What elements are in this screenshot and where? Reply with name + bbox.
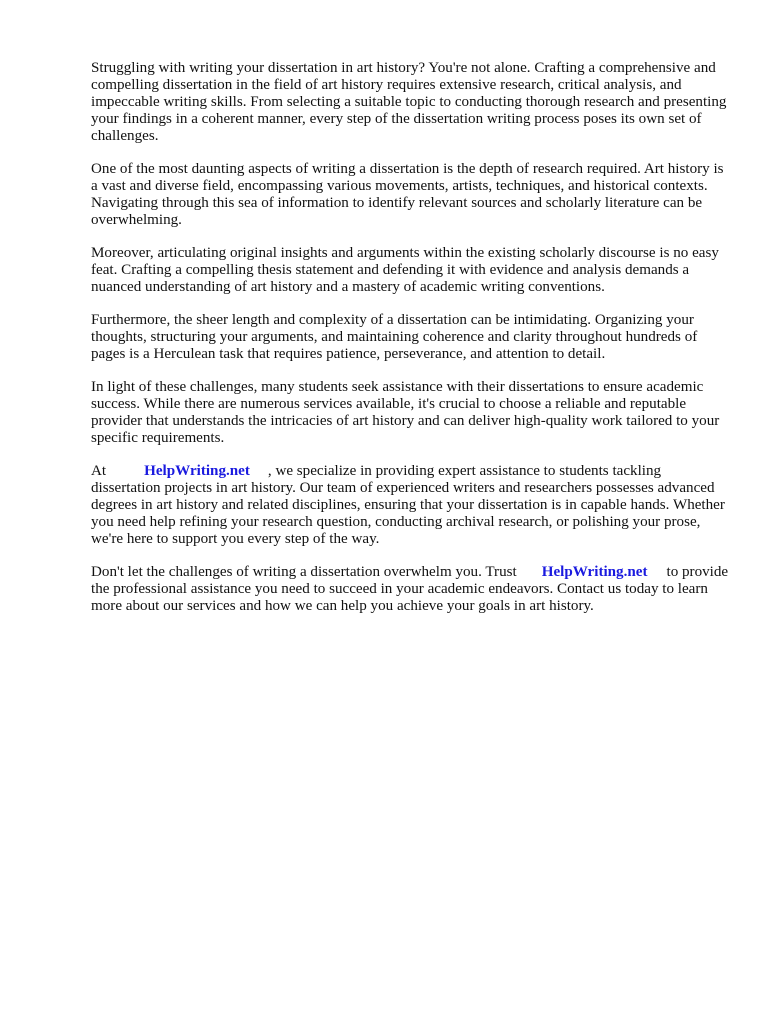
document-body <box>91 60 731 631</box>
paragraph-assistance: In light of these challenges, many students seek assistance with their dissertations to ensure academic success. While there are numerous services available, it's crucial to choose a reliable and reputable provider that understands the intricacies of art history and can deliver high-quality work tailored to your specific requirements. <box>91 379 720 446</box>
paragraph-service-after: , we specialize in providing expert assistance to students tackling dissertation projects in art history. Our team of experienced writers and researchers possesses advanced degrees in art history and related disciplines, ensuring that your dissertation is in capable hands. Whether you need help refining your research question, conducting archival research, or polishing your prose, we're here to support you every step of the way. <box>91 463 725 547</box>
paragraph-research: One of the most daunting aspects of writing a dissertation is the depth of research required. Art history is a vast and diverse field, encompassing various movements, artists, techniques, and historical contexts. Navigating through this sea of information to identify relevant sources and scholarly literature can be overwhelming. <box>91 161 724 228</box>
paragraph-closing <box>91 564 731 615</box>
paragraph-length: Furthermore, the sheer length and complexity of a dissertation can be intimidating. Organizing your thoughts, structuring your arguments, and maintaining coherence and clarity throughout hundreds of pages is a Herculean task that requires patience, perseverance, and attention to detail. <box>91 312 698 362</box>
paragraph-closing-after: to provide the professional assistance you need to succeed in your academic endeavors. Contact us today to learn more about our services and how we can help you achieve your goals in art history. <box>91 564 729 614</box>
paragraph-service <box>91 463 731 548</box>
paragraph-service-before: At <box>91 463 107 479</box>
paragraph-intro: Struggling with writing your dissertation in art history? You're not alone. Crafting a comprehensive and compelling dissertation in the field of art history requires extensive research, critical analysis, and impeccable writing skills. From selecting a suitable topic to conducting thorough research and presenting your findings in a coherent manner, every step of the dissertation writing process poses its own set of challenges. <box>91 60 727 144</box>
helpwriting-link-2[interactable]: HelpWriting.net <box>541 564 648 580</box>
paragraph-thesis: Moreover, articulating original insights and arguments within the existing scholarly discourse is no easy feat. Crafting a compelling thesis statement and defending it with evidence and analysis demands a nuanced understanding of art history and a mastery of academic writing conventions. <box>91 245 719 295</box>
helpwriting-link[interactable]: HelpWriting.net <box>144 463 250 479</box>
paragraph-closing-before: Don't let the challenges of writing a dissertation overwhelm you. Trust <box>91 564 517 580</box>
